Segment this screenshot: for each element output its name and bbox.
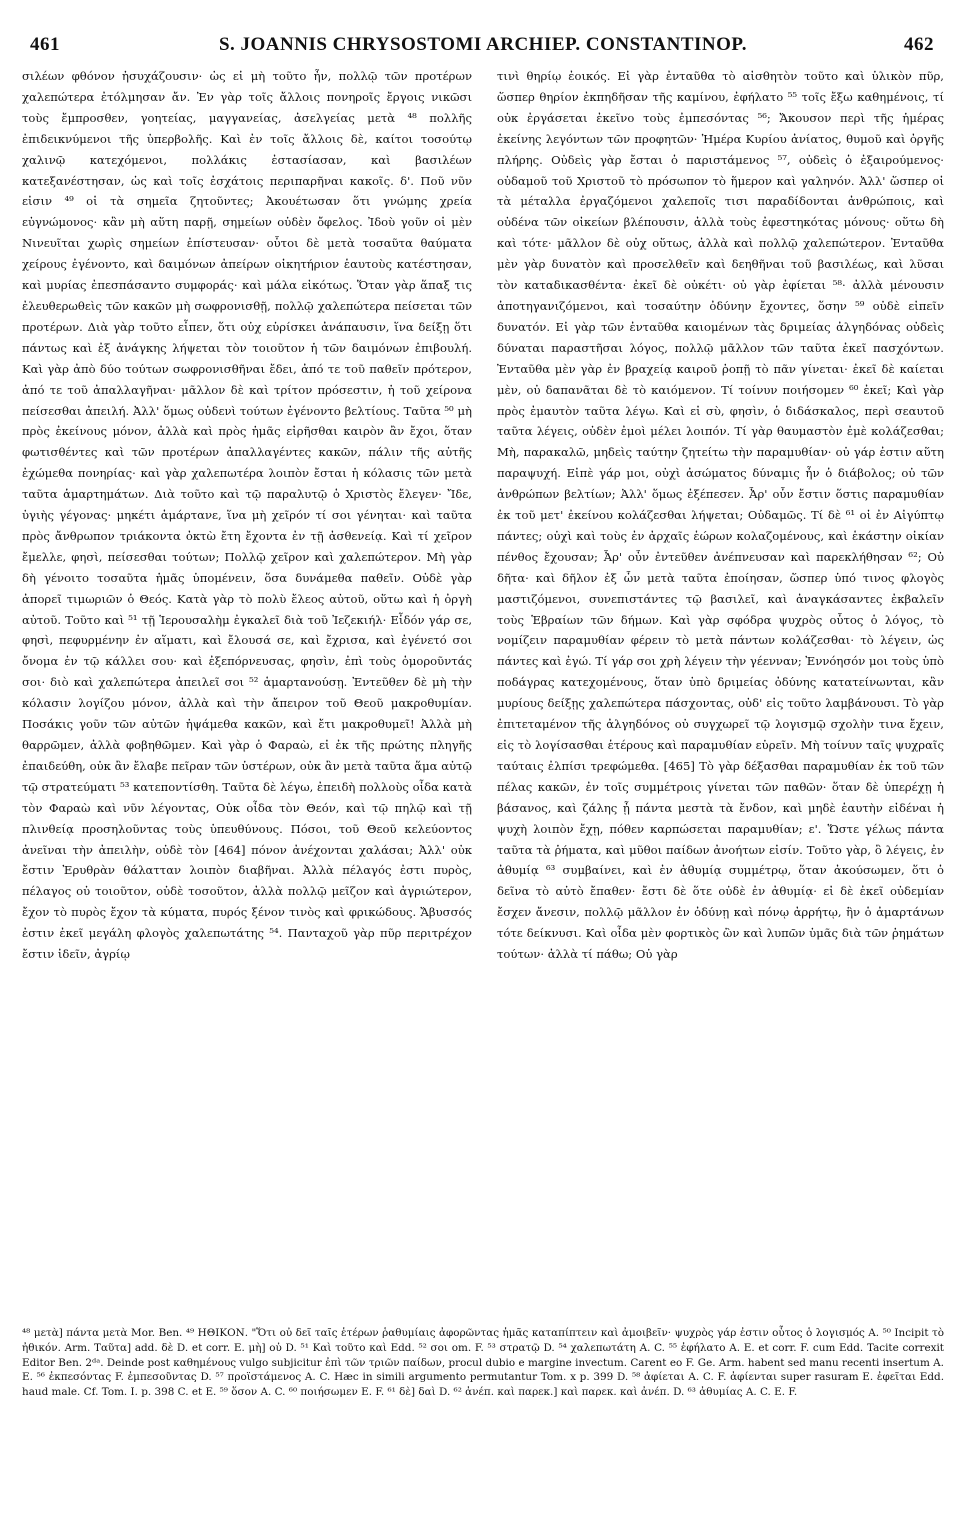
running-header [22, 30, 944, 60]
scanned-page [22, 30, 944, 1520]
left-column-text: σιλέων φθόνον ἡσυχάζουσιν· ὡς εἰ μὴ τοῦτο ἦν, πολλῷ τῶν προτέρων χαλεπώτερα ἐτόλμησαν ἄν. Ἐν γὰρ τοῖς ἄλλοις πονηροῖς ἔργοις νικῶσι τοὺς ἔμπροσθεν, γοητείας, μαγγανείας, ἀσελγείας μετὰ ⁴⁸ πολλῆς ἐπιδεικνύμενοι τῆς ὑπερβολῆς. Καὶ ἐν τοῖς ἄλλοις δὲ, καίτοι τοσούτῳ χαλινῷ κατεχόμενοι, πολλάκις ἐστασίασαν, καὶ βασιλέων κατεξανέστησαν, ὡς καὶ τοῖς ἐσχάτοις περιπαρῆναι κακοῖς. δ'. Ποῦ νῦν εἰσιν ⁴⁹ οἱ τὰ σημεῖα ζητοῦντες; Ἀκουέτωσαν ὅτι γνώμης χρεία εὐγνώμονος· κἂν μὴ αὕτη παρῇ, σημείων οὐδὲν ὄφελος. Ἰδοὺ γοῦν οἱ μὲν Νινευῖται χωρὶς σημείων ἐπίστευσαν· οὗτοι δὲ μετὰ τοσαῦτα θαύματα χείρους ἐγένοντο, καὶ δαιμόνων ἀπείρων οἰκητήριον ἑαυτοὺς κατέστησαν, καὶ μυρίας ἐπεσπάσαντο συμφοράς· καὶ μάλα εἰκότως. Ὅταν γὰρ ἅπαξ τις ἐλευθερωθεὶς τῶν κακῶν μὴ σωφρονισθῇ, πολλῷ χαλεπώτερα πείσεται τῶν προτέρων. Διὰ γὰρ τοῦτο εἶπεν, ὅτι οὐχ εὑρίσκει ἀνάπαυσιν, ἵνα δείξῃ ὅτι πάντως καὶ ἐξ ἀνάγκης λήψεται τὸν τοιοῦτον ἡ τῶν δαιμόνων ἐπιβουλή. Καὶ γὰρ ἀπὸ δύο τούτων σωφρονισθῆναι ἔδει, ἀπό τε τοῦ παθεῖν πρότερον, ἀπό τε τοῦ ἀπαλλαγῆναι· μᾶλλον δὲ καὶ τρίτον πρόσεστιν, ἡ τοῦ χείρονα πείσεσθαι ἀπειλή. Ἀλλ' ὅμως οὐδενὶ τούτων ἐγένοντο βελτίους. Ταῦτα ⁵⁰ μὴ πρὸς ἐκείνους μόνον, ἀλλὰ καὶ πρὸς ἡμᾶς εἰρῆσθαι καιρὸν ἂν ἔχοι, ὅταν φωτισθέντες καὶ τῶν προτέρων ἀπαλλαγέντες κακῶν, πάλιν τῆς αὐτῆς ἐχώμεθα πονηρίας· καὶ γὰρ χαλεπωτέρα λοιπὸν ἔσται ἡ κόλασις τῶν μετὰ ταῦτα ἁμαρτημάτων. Διὰ τοῦτο καὶ τῷ παραλυτῷ ὁ Χριστὸς ἔλεγεν· Ἴδε, ὑγιὴς γέγονας· μηκέτι ἁμάρτανε, ἵνα μὴ χεῖρόν τί σοι γένηται· καὶ ταῦτα πρὸς ἄνθρωπον τριάκοντα ὀκτὼ ἔτη ἔχοντα ἐν τῇ ἀσθενείᾳ. Καὶ τί χεῖρον ἔμελλε, φησὶ, πείσεσθαι τούτων; Πολλῷ χεῖρον καὶ χαλεπώτερον. Μὴ γὰρ δὴ γένοιτο τοσαῦτα ἡμᾶς ὑπομένειν, ὅσα δυνάμεθα παθεῖν. Οὐδὲ γὰρ ἀπορεῖ τιμωριῶν ὁ Θεός. Κατὰ γὰρ τὸ πολὺ ἔλεος αὐτοῦ, οὕτω καὶ ἡ ὀργὴ αὐτοῦ. Τοῦτο καὶ ⁵¹ τῇ Ἱερουσαλὴμ ἐγκαλεῖ διὰ τοῦ Ἰεζεκιήλ· Εἶδόν γάρ σε, φησὶ, πεφυρμένην ἐν αἵματι, καὶ ἔλουσά σε, καὶ ἔχρισα, καὶ ἐγένετό σοι ὄνομα ἐν τῷ κάλλει σου· καὶ ἐξεπόρνευσας, φησὶν, ἐπὶ τοὺς ὁμοροῦντάς σοι· διὸ καὶ χαλεπώτερα ἀπειλεῖ σοι ⁵² ἁμαρτανούσῃ. Ἐντεῦθεν δὲ μὴ τὴν κόλασιν λογίζου μόνον, ἀλλὰ καὶ τὴν ἄπειρον τοῦ Θεοῦ μακροθυμίαν. Ποσάκις γοῦν τῶν αὐτῶν ἡψάμεθα κακῶν, καὶ ἔτι μακροθυμεῖ! Ἀλλὰ μὴ θαρρῶμεν, ἀλλὰ φοβηθῶμεν. Καὶ γὰρ ὁ Φαραὼ, εἰ ἐκ τῆς πρώτης πληγῆς ἐπαιδεύθη, οὐκ ἂν ἔλαβε πεῖραν τῶν ὑστέρων, οὐκ ἂν μετὰ ταῦτα ἅμα αὐτῷ τῷ στρατεύματι ⁵³ κατεποντίσθη. Ταῦτα δὲ λέγω, ἐπειδὴ πολλοὺς οἶδα κατὰ τὸν Φαραὼ καὶ νῦν λέγοντας, Οὐκ οἶδα τὸν Θεόν, καὶ τῷ πηλῷ καὶ τῇ πλινθείᾳ προσηλοῦντας τοὺς ὑπευθύνους. Πόσοι, τοῦ Θεοῦ κελεύοντος ἀνεῖναι τὴν ἀπειλὴν, οὐδὲ τὸν [464] πόνον ἀνέχονται χαλάσαι; Ἀλλ' οὐκ ἔστιν Ἐρυθρὰν θάλατταν λοιπὸν διαβῆναι. Ἀλλὰ πέλαγός ἐστι πυρὸς, πέλαγος οὐ τοιοῦτον, οὐδὲ τοσοῦτον, ἀλλὰ πολλῷ μεῖζον καὶ ἀγριώτερον, ἔχον τὸ πυρὸς ἔχον τὰ κύματα, πυρός ξένον τινὸς καὶ φρικώδους. Ἄβυσσός ἐστιν ἐκεῖ μεγάλη φλογὸς χαλεπωτάτης ⁵⁴. Πανταχοῦ γὰρ πῦρ περιτρέχον ἔστιν ἰδεῖν, ἀγρίῳ [22, 69, 472, 962]
right-column [497, 66, 944, 965]
page-number-right: 462 [904, 34, 934, 55]
footnotes [22, 1326, 944, 1400]
running-title: S. JOANNIS CHRYSOSTOMI ARCHIEP. CONSTANTINOP. [218, 34, 748, 55]
footnotes-text: ⁴⁸ μετὰ] πάντα μετὰ Mor. Ben. ⁴⁹ ΗΘΙΚΟΝ. "Ὅτι οὐ δεῖ ταῖς ἑτέρων ῥαθυμίαις ἀφορῶντας ἡμᾶς καταπίπτειν καὶ ἀμοιβεῖν· ψυχρὸς γάρ ἐστιν οὗτος ὁ λογισμός A. ⁵⁰ Incipit τὸ ἠθικόν. Arm. Ταῦτα] add. δὲ D. et corr. E. μὴ] οὐ D. ⁵¹ Καὶ τοῦτο καὶ Edd. ⁵² σοι om. F. ⁵³ στρατῷ D. ⁵⁴ χαλεπωτάτη A. C. ⁵⁵ ἐφήλατο A. E. et corr. F. cum Edd. Tacite correxit Editor Ben. 2ᵈᵃ. Deinde post καθημένους vulgo subjicitur ἐπὶ τῶν τριῶν παίδων, procul dubio e margine invectum. Carent eo F. Ge. Arm. habent sed manu recenti insertum A. E. ⁵⁶ ἐκπεσόντας F. ἐμπεσοῦντας D. ⁵⁷ προϊστάμενος A. C. Hæc in simili argumento permutantur Tom. x p. 399 D. ⁵⁸ ἀφίεται A. C. F. ἀφίενται super rasuram E. ἐφεῖται Edd. haud male. Cf. Tom. I. p. 398 C. et E. ⁵⁹ ὅσον A. C. ⁶⁰ ποιήσωμεν E. F. ⁶¹ δὲ] δαὶ D. ⁶² ἀνέπ. καὶ παρεκ.] καὶ παρεκ. καὶ ἀνέπ. D. ⁶³ ἀθυμίας A. C. E. F. [22, 1327, 944, 1399]
left-column [22, 66, 472, 965]
page-number-left: 461 [30, 34, 60, 55]
right-column-text: τινὶ θηρίῳ ἐοικός. Εἰ γὰρ ἐνταῦθα τὸ αἰσθητὸν τοῦτο καὶ ὑλικὸν πῦρ, ὥσπερ θηρίον ἐκπηδῆσαν τῆς καμίνου, ἐφήλατο ⁵⁵ τοῖς ἔξω καθημένοις, τί οὐκ ἐργάσεται ἐκεῖνο τοὺς ἐμπεσόντας ⁵⁶; Ἄκουσον περὶ τῆς ἡμέρας ἐκείνης λεγόντων τῶν προφητῶν· Ἡμέρα Κυρίου ἀνίατος, θυμοῦ καὶ ὀργῆς πλήρης. Οὐδεὶς γὰρ ἔσται ὁ παριστάμενος ⁵⁷, οὐδεὶς ὁ ἐξαιρούμενος· οὐδαμοῦ τοῦ Χριστοῦ τὸ πρόσωπον τὸ ἥμερον καὶ γαληνόν. Ἀλλ' ὥσπερ οἱ τὰ μέταλλα ἐργαζόμενοι χαλεποῖς τισι παραδίδονται ἀνθρώποις, καὶ οὐδένα τῶν οἰκείων βλέπουσιν, ἀλλὰ τοὺς ἐφεστηκότας μόνους· οὕτω δὴ καὶ τότε· μᾶλλον δὲ οὐχ οὕτως, ἀλλὰ καὶ πολλῷ χαλεπώτερον. Ἐνταῦθα μὲν γὰρ δυνατὸν καὶ προσελθεῖν καὶ δεηθῆναι τοῦ βασιλέως, καὶ λῦσαι τὸν καταδικασθέντα· ἐκεῖ δὲ οὐκέτι· οὐ γὰρ ἐφίεται ⁵⁸· ἀλλὰ μένουσιν ἀποτηγανιζόμενοι, καὶ τοσαύτην ὀδύνην ἔχοντες, ὅσην ⁵⁹ οὐδὲ εἰπεῖν δυνατόν. Εἰ γὰρ τῶν ἐνταῦθα καιομένων τὰς δριμείας ἀλγηδόνας οὐδεὶς δύναται παραστῆσαι λόγος, πολλῷ μᾶλλον τῶν ταῦτα ἐκεῖ πασχόντων. Ἐνταῦθα μὲν γὰρ ἐν βραχείᾳ καιροῦ ῥοπῇ τὸ πᾶν γίνεται· ἐκεῖ δὲ καίεται μὲν, οὐ δαπανᾶται δὲ τὸ καιόμενον. Τί τοίνυν ποιήσομεν ⁶⁰ ἐκεῖ; Καὶ γὰρ πρὸς ἐμαυτὸν ταῦτα λέγω. Καὶ εἰ σὺ, φησὶν, ὁ διδάσκαλος, περὶ σεαυτοῦ ταῦτα λέγεις, οὐδὲν ἐμοὶ μέλει λοιπόν. Τί γὰρ θαυμαστὸν ἐμὲ κολάζεσθαι; Μὴ, παρακαλῶ, μηδεὶς ταύτην ζητείτω τὴν παραμυθίαν· οὐ γάρ ἐστιν αὕτη παραψυχή. Εἰπὲ γάρ μοι, οὐχὶ ἀσώματος δύναμις ἦν ὁ διάβολος; οὐ τῶν ἀνθρώπων βελτίων; Ἀλλ' ὅμως ἐξέπεσεν. Ἆρ' οὖν ἔστιν ὅστις παραμυθίαν ἐκ τοῦ μετ' ἐκείνου κολάζεσθαι λήψεται; Οὐδαμῶς. Τί δὲ ⁶¹ οἱ ἐν Αἰγύπτῳ πάντες; οὐχὶ καὶ τοὺς ἐν ἀρχαῖς ἑώρων κολαζομένους, καὶ ἑκάστην οἰκίαν πένθος ἔχουσαν; Ἆρ' οὖν ἐντεῦθεν ἀνέπνευσαν καὶ παρεκλήθησαν ⁶²; Οὐ δῆτα· καὶ δῆλον ἐξ ὧν μετὰ ταῦτα ἐποίησαν, ὥσπερ ὑπό τινος φλογὸς μαστιζόμενοι, συνεπιστάντες τῷ βασιλεῖ, καὶ ἀναγκάσαντες ἐκβαλεῖν τοὺς Ἑβραίων τῶν δήμων. Καὶ γὰρ σφόδρα ψυχρὸς οὗτος ὁ λόγος, τὸ νομίζειν παραμυθίαν φέρειν τὸ μετὰ πάντων κολάζεσθαι· τὸ λέγειν, ὡς πάντες καὶ ἐγώ. Τί γάρ σοι χρὴ λέγειν τὴν γέενναν; Ἐννόησόν μοι τοὺς ὑπὸ ποδάγρας κατεχομένους, ὅταν ὑπὸ δριμείας ὀδύνης κατατείνωνται, κἂν μυρίους δείξῃς χαλεπώτερα πάσχοντας, οὐδ' εἰς τοῦτο λαμβάνουσι. Τὸ γὰρ ἐπιτεταμένον τῆς ἀλγηδόνος οὐ συγχωρεῖ τῷ λογισμῷ σχολὴν τινα ἔχειν, εἰς τὸ λογίσασθαι ἑτέρους καὶ παραμυθίαν εὑρεῖν. Μὴ τοίνυν ταῖς ψυχραῖς ταύταις ἐλπίσι τρεφώμεθα. [465] Τὸ γὰρ δέξασθαι παραμυθίαν ἐκ τοῦ τῶν πέλας κακῶν, ἐν τοῖς συμμέτροις γίνεται τῶν παθῶν· ὅταν δὲ ὑπερέχῃ ἡ βάσανος, καὶ ζάλης ᾖ πάντα μεστὰ τὰ ἔνδον, καὶ μηδὲ ἑαυτὴν εἰδέναι ἡ ψυχὴ λοιπὸν ἔχῃ, πόθεν καρπώσεται παραμυθίαν; ε'. Ὥστε γέλως πάντα ταῦτα τὰ ῥήματα, καὶ μῦθοι παίδων ἀνοήτων εἰσίν. Τοῦτο γὰρ, ὃ λέγεις, ἐν ἀθυμίᾳ ⁶³ συμβαίνει, καὶ ἐν ἀθυμίᾳ συμμέτρῳ, ὅταν ἀκούσωμεν, ὅτι ὁ δεῖνα τὸ αὐτὸ ἔπαθεν· ἔστι δὲ ὅτε οὐδὲ ἐν ἀθυμίᾳ· εἰ δὲ ἐκεῖ οὐδεμίαν ἔσχεν ἄνεσιν, πολλῷ μᾶλλον ἐν ὀδύνῃ καὶ πόνῳ ἀρρήτῳ, ἣν ὁ ἀμαρτάνων τότε δείκνυσι. Καὶ οἶδα μὲν φορτικὸς ὢν καὶ λυπῶν ὑμᾶς διὰ τῶν ῥημάτων τούτων· ἀλλὰ τί πάθω; Οὐ γὰρ [497, 69, 944, 962]
